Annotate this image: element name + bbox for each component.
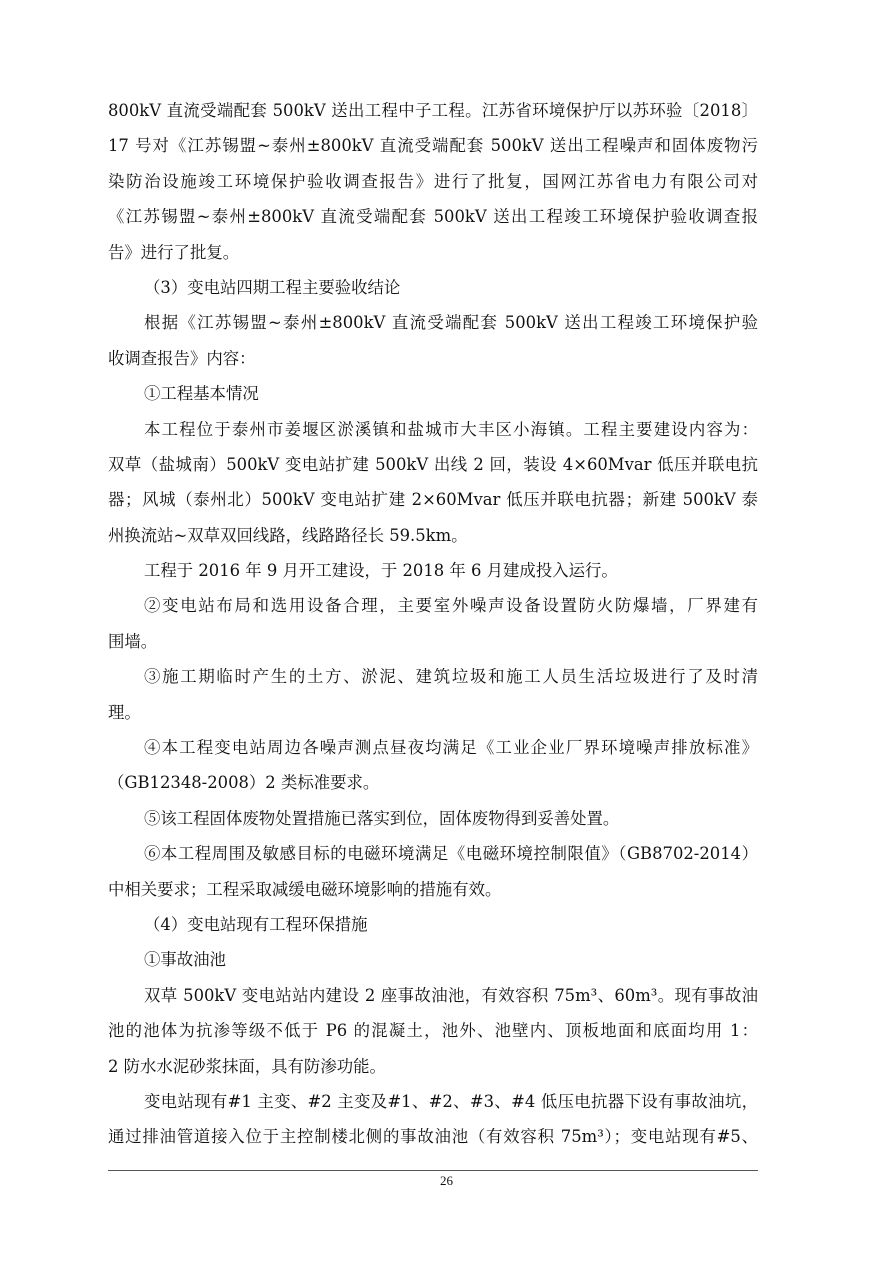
text-line: 双草 500kV 变电站站内建设 2 座事故油池，有效容积 75m³、60m³。现有事故油 [144, 985, 758, 1005]
text-line: 器；风城（泰州北）500kV 变电站扩建 2×60Mvar 低压并联电抗器；新建 500kV 泰 [108, 490, 758, 510]
text-line: 理。 [108, 702, 141, 722]
text-line: 根据《江苏锡盟~泰州±800kV 直流受端配套 500kV 送出工程竣工环境保护验 [144, 313, 758, 333]
text-line: （3）变电站四期工程主要验收结论 [144, 277, 401, 297]
text-line: ③施工期临时产生的土方、淤泥、建筑垃圾和施工人员生活垃圾进行了及时清 [144, 667, 758, 687]
text-line: 收调查报告》内容： [108, 348, 256, 368]
text-line: ②变电站布局和选用设备合理，主要室外噪声设备设置防火防爆墙，厂界建有 [144, 596, 758, 616]
text-line: ①工程基本情况 [144, 384, 259, 404]
text-line: （GB12348-2008）2 类标准要求。 [108, 773, 380, 793]
text-line: 通过排油管道接入位于主控制楼北侧的事故油池（有效容积 75m³）；变电站现有#5、 [108, 1127, 758, 1147]
text-line: 中相关要求；工程采取减缓电磁环境影响的措施有效。 [108, 879, 502, 899]
text-line: ④本工程变电站周边各噪声测点昼夜均满足《工业企业厂界环境噪声排放标准》 [144, 738, 758, 758]
text-line: 告》进行了批复。 [108, 242, 240, 262]
text-line: 州换流站~双草双回线路，线路路径长 59.5km。 [108, 525, 468, 545]
text-line: （4）变电站现有工程环保措施 [144, 914, 368, 934]
text-line: 变电站现有#1 主变、#2 主变及#1、#2、#3、#4 低压电抗器下设有事故油坑， [144, 1091, 758, 1111]
text-line: 双草（盐城南）500kV 变电站扩建 500kV 出线 2 回，装设 4×60Mvar 低压并联电抗 [108, 454, 758, 474]
text-line: 17 号对《江苏锡盟~泰州±800kV 直流受端配套 500kV 送出工程噪声和固体废物污 [108, 136, 758, 156]
body-text [108, 93, 758, 1155]
text-line: ①事故油池 [144, 950, 226, 970]
text-line: 池的池体为抗渗等级不低于 P6 的混凝土，池外、池壁内、顶板地面和底面均用 1： [108, 1021, 758, 1041]
text-line: 800kV 直流受端配套 500kV 送出工程中子工程。江苏省环境保护厅以苏环验〔2018〕 [108, 101, 758, 120]
text-line: 围墙。 [108, 631, 158, 651]
text-line: 工程于 2016 年 9 月开工建设，于 2018 年 6 月建成投入运行。 [144, 561, 618, 581]
text-line: ⑤该工程固体废物处置措施已落实到位，固体废物得到妥善处置。 [144, 808, 620, 828]
text-line: 染防治设施竣工环境保护验收调查报告》进行了批复，国网江苏省电力有限公司对 [108, 171, 758, 191]
footer-divider [108, 1170, 758, 1171]
text-line: 《江苏锡盟~泰州±800kV 直流受端配套 500kV 送出工程竣工环境保护验收调查报 [108, 207, 758, 227]
text-line: ⑥本工程周围及敏感目标的电磁环境满足《电磁环境控制限值》（GB8702-2014） [144, 844, 758, 864]
text-line: 2 防水水泥砂浆抹面，具有防渗功能。 [108, 1056, 386, 1076]
text-line: 本工程位于泰州市姜堰区淤溪镇和盐城市大丰区小海镇。工程主要建设内容为： [144, 419, 758, 439]
page-number: 26 [440, 1173, 453, 1188]
